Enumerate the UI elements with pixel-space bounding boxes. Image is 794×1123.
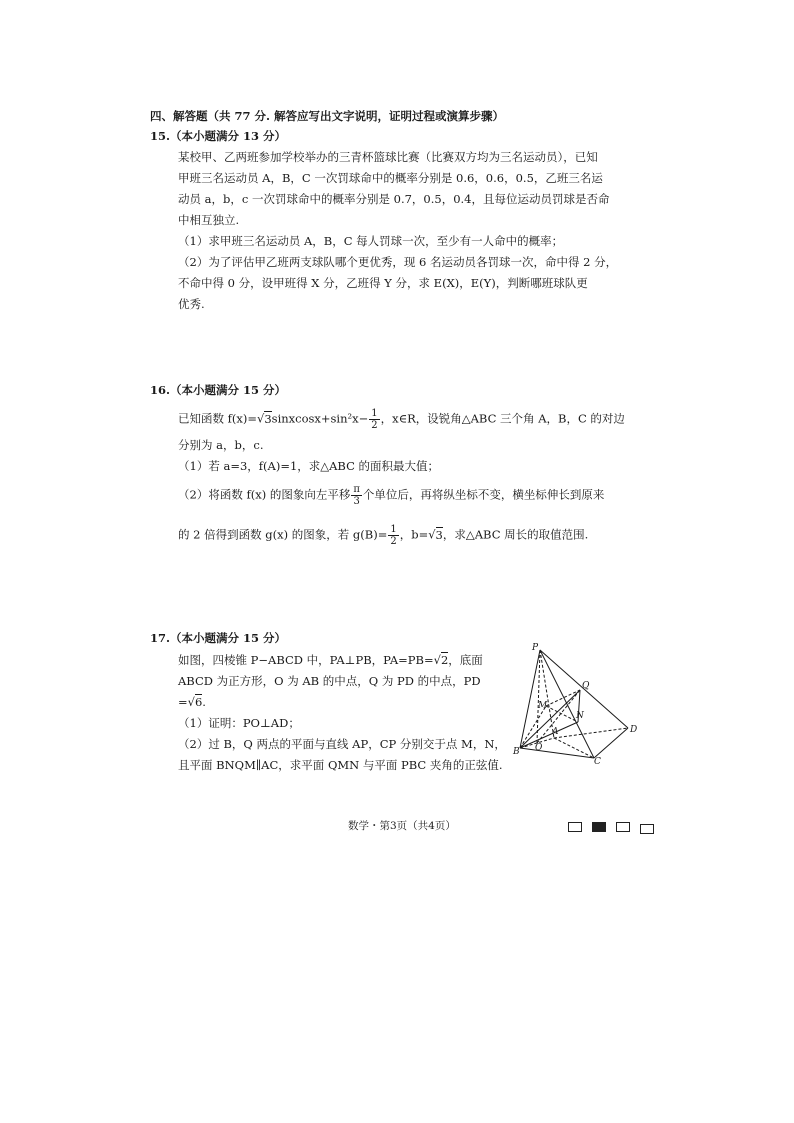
fraction-denominator: 2: [390, 536, 397, 547]
sqrt-value: 3: [264, 411, 272, 426]
q15-text-line-3: 动员 a，b，c 一次罚球命中的概率分别是 0.7，0.5，0.4，且每位运动员罚球是否命: [178, 192, 610, 206]
q17-equals: =: [178, 695, 188, 709]
registration-mark-2: [592, 822, 606, 832]
edge-cd: [594, 728, 628, 758]
pyramid-figure: [508, 640, 648, 765]
q15-header: [150, 128, 286, 144]
registration-mark-4: [640, 824, 654, 834]
q15-text-line-4: 中相互独立.: [178, 213, 240, 227]
q16-part2-text-d: ，b=: [399, 527, 429, 542]
q17-text-c: ，底面: [448, 653, 483, 667]
registration-mark-3: [616, 822, 630, 832]
q17-part-1: （1）证明：PO⊥AD；: [178, 716, 300, 730]
label-c: C: [594, 757, 601, 765]
label-m: M: [538, 701, 548, 711]
sqrt-value: 6: [194, 695, 203, 709]
label-p: P: [532, 643, 539, 653]
q16-part-2-line-2: [178, 524, 588, 547]
q15-text-line-2: 甲班三名运动员 A，B，C 一次罚球命中的概率分别是 0.6，0.6，0.5，乙班三名运: [178, 171, 603, 185]
fraction-numerator: 1: [390, 524, 397, 535]
label-a: A: [552, 727, 559, 737]
q17-header: [150, 630, 286, 646]
q16-part2-text-b: 个单位后，再将纵坐标不变，横坐标伸长到原来: [362, 487, 605, 502]
sqrt-value: 3: [435, 527, 443, 542]
q16-text-line-2: 分别为 a，b，c.: [178, 438, 264, 452]
q16-part2-text-a: （2）将函数 f(x) 的图象向左平移: [178, 487, 351, 502]
fraction-pi-third: [351, 484, 362, 507]
q16-triangle-text: ，x∈R，设锐角△ABC 三个角 A，B，C 的对边: [380, 411, 625, 426]
q16-header: [150, 382, 286, 398]
fraction-half: [369, 408, 379, 431]
edge-pb: [520, 650, 540, 748]
edge-bn: [520, 722, 578, 748]
q15-part-2-line-3: 优秀.: [178, 297, 205, 311]
edge-ad: [554, 728, 628, 738]
q17-text-line-3: [178, 694, 206, 710]
label-q: Q: [582, 681, 590, 691]
edge-pc: [540, 650, 594, 758]
q16-part2-text-c: 的 2 倍得到函数 g(x) 的图象，若 g(B)=: [178, 527, 388, 542]
label-d: D: [630, 725, 638, 735]
q16-function-def: 已知函数 f(x)=: [178, 411, 258, 426]
fraction-half-2: [388, 524, 398, 547]
edge-mq: [546, 690, 580, 706]
sqrt-value: 2: [440, 653, 449, 667]
section-title: 四、解答题（共 77 分. 解答应写出文字说明，证明过程或演算步骤）: [150, 109, 505, 123]
q17-part-2-line-1: （2）过 B，Q 两点的平面与直线 AP，CP 分别交于点 M，N，: [178, 737, 506, 751]
page-footer: 数学・第3页（共4页）: [348, 820, 456, 832]
q15-part-2-line-1: （2）为了评估甲乙班两支球队哪个更优秀，现 6 名运动员各罚球一次，命中得 2 分，: [178, 255, 618, 269]
q16-function-terms: sinxcosx+sin²x−: [271, 411, 369, 426]
sqrt-sign: √: [428, 527, 436, 542]
q15-text-line-1: 某校甲、乙两班参加学校举办的三青杯篮球比赛（比赛双方均为三名运动员），已知: [178, 150, 598, 164]
q17-part-2-line-2: 且平面 BNQM∥AC，求平面 QMN 与平面 PBC 夹角的正弦值.: [178, 758, 503, 772]
q15-part-1: （1）求甲班三名运动员 A，B，C 每人罚球一次，至少有一人命中的概率；: [178, 234, 564, 248]
q17-text-line-2: ABCD 为正方形，O 为 AB 的中点，Q 为 PD 的中点，PD: [178, 674, 481, 688]
q16-part-1: （1）若 a=3，f(A)=1，求△ABC 的面积最大值；: [178, 459, 440, 473]
q16-part-2-line-1: [178, 484, 604, 507]
label-b: B: [513, 747, 520, 757]
sqrt-sign: √: [187, 695, 195, 709]
registration-mark-1: [568, 822, 582, 832]
fraction-denominator: 2: [371, 420, 378, 431]
label-n: N: [576, 711, 584, 721]
q15-part-2-line-2: 不命中得 0 分，设甲班得 X 分，乙班得 Y 分，求 E(X)，E(Y)，判断哪班球队更: [178, 276, 588, 290]
q16-part2-text-f: ，求△ABC 周长的取值范围.: [442, 527, 589, 542]
q17-period: .: [202, 695, 206, 709]
label-o: O: [535, 743, 543, 753]
q16-score: （本小题满分 15 分）: [170, 383, 287, 397]
q15-score: （本小题满分 13 分）: [170, 129, 287, 143]
q15-number: 15.: [150, 129, 171, 143]
sqrt-sign: √: [433, 653, 441, 667]
q17-score: （本小题满分 15 分）: [170, 631, 287, 645]
q17-text-line-1: [178, 652, 483, 668]
q16-number: 16.: [150, 383, 171, 397]
fraction-numerator: 1: [371, 408, 378, 419]
fraction-numerator: π: [353, 484, 360, 495]
fraction-denominator: 3: [353, 496, 360, 507]
sqrt-sign: √: [257, 411, 265, 426]
q17-text-a: 如图，四棱锥 P−ABCD 中，PA⊥PB，PA=PB=: [178, 653, 434, 667]
q16-text-line-1: [178, 408, 625, 431]
q17-number: 17.: [150, 631, 171, 645]
